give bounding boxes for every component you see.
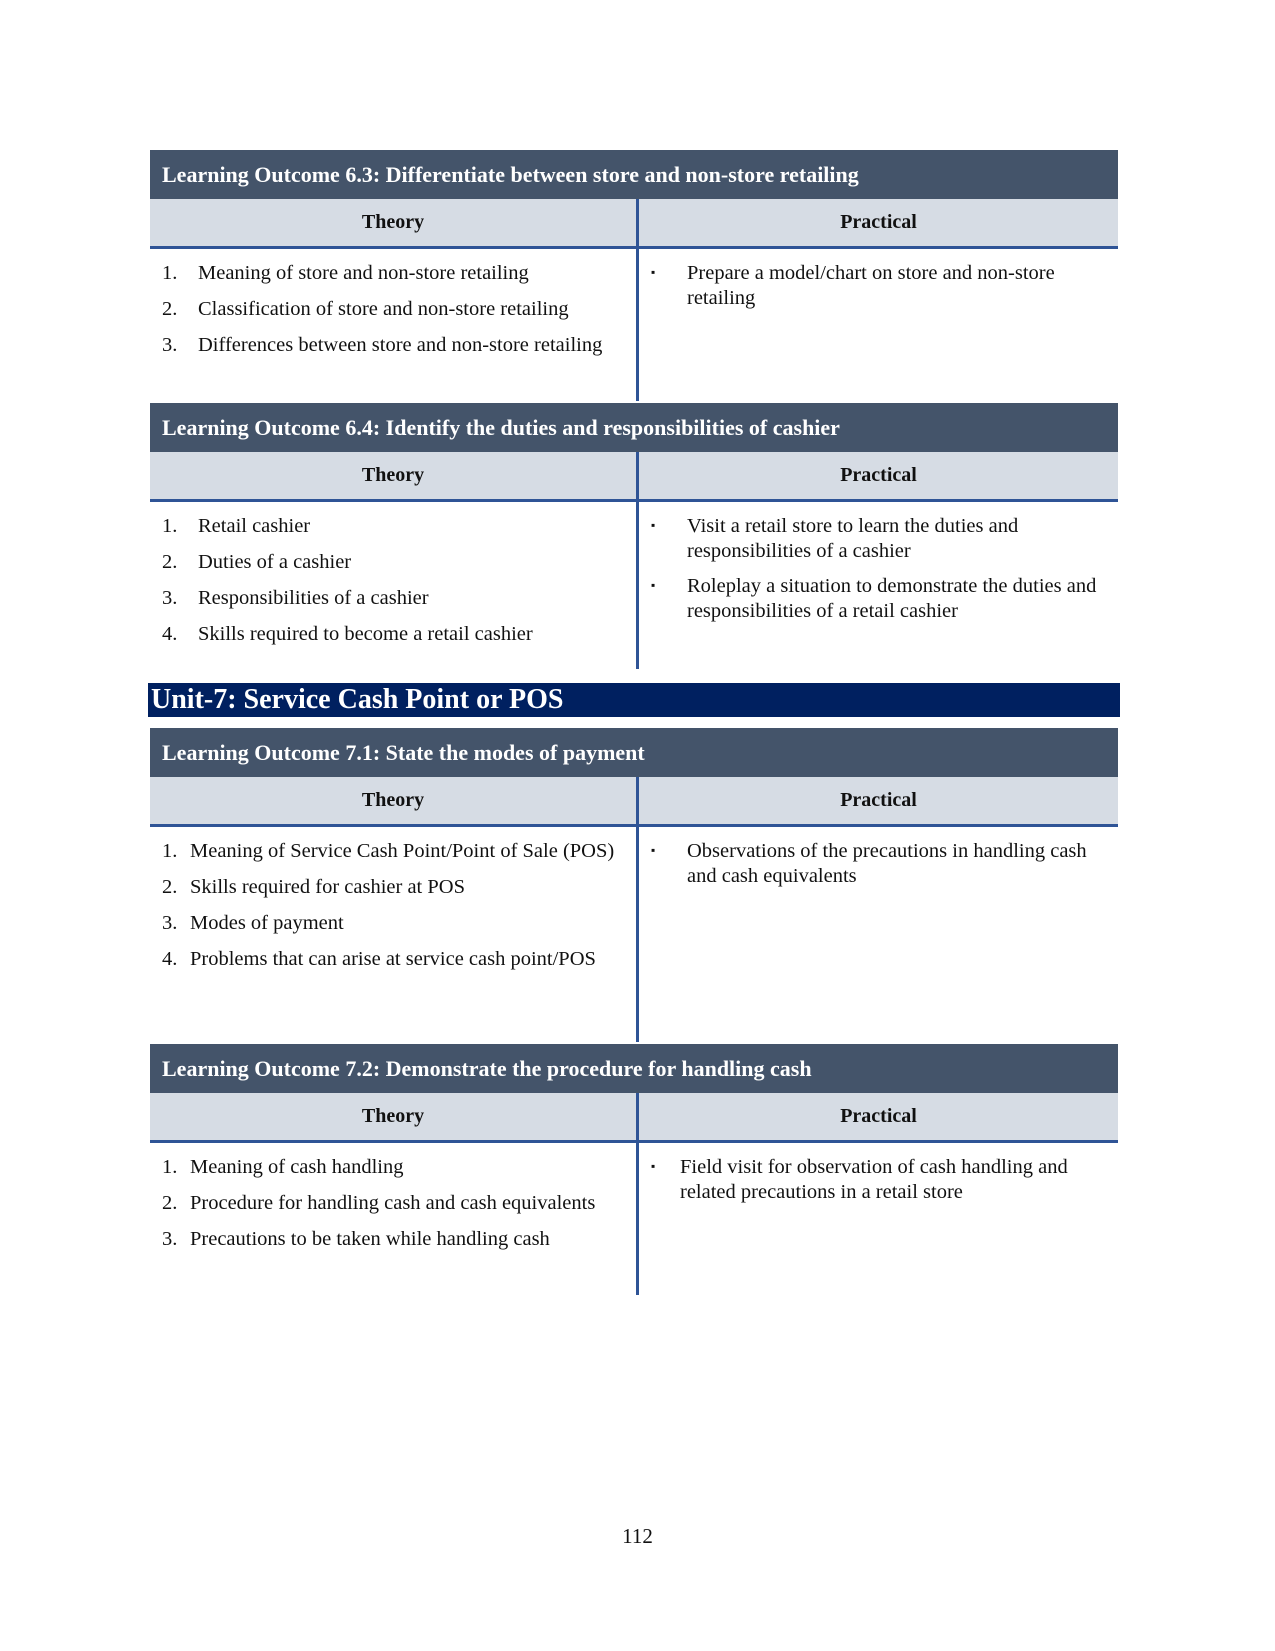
practical-column-header: Practical: [639, 452, 1118, 499]
list-item: [150, 1191, 636, 1216]
square-bullet-icon: ▪: [651, 265, 656, 279]
theory-column-header: Theory: [150, 199, 639, 246]
list-text: Classification of store and non-store retailing: [198, 298, 569, 320]
list-number: 2.: [162, 551, 178, 573]
learning-outcome-title: Learning Outcome 7.1: State the modes of payment: [150, 728, 1118, 777]
column-header-row: [150, 199, 1118, 249]
list-text: Duties of a cashier: [198, 551, 352, 573]
square-bullet-icon: ▪: [651, 518, 656, 532]
list-item: [639, 574, 1118, 624]
list-text: Retail cashier: [198, 515, 311, 537]
list-item: [150, 550, 636, 575]
list-number: 2.: [162, 298, 178, 320]
list-number: 1.: [162, 1156, 178, 1178]
page-number: 112: [622, 1524, 653, 1548]
practical-column-header: Practical: [639, 1093, 1118, 1140]
list-text: Skills required to become a retail cashier: [198, 623, 533, 645]
column-header-row: [150, 1093, 1118, 1143]
theory-column-header: Theory: [150, 452, 639, 499]
content-row: [150, 1143, 1118, 1295]
theory-list: [150, 502, 639, 669]
list-number: 3.: [162, 1228, 178, 1250]
square-bullet-icon: ▪: [651, 578, 656, 592]
list-number: 1.: [162, 840, 178, 862]
column-header-row: [150, 452, 1118, 502]
theory-list: [150, 1143, 639, 1295]
list-item: [639, 1155, 1118, 1205]
list-item: [150, 333, 636, 358]
list-number: 2.: [162, 876, 178, 898]
list-item: [150, 514, 636, 539]
list-text: Responsibilities of a cashier: [198, 587, 429, 609]
learning-outcome-6-3-table: [150, 150, 1118, 401]
list-number: 3.: [162, 912, 178, 934]
content-row: [150, 502, 1118, 669]
list-item: [150, 1227, 636, 1252]
practical-list: [639, 1143, 1118, 1295]
list-text: Meaning of store and non-store retailing: [198, 262, 529, 284]
list-number: 1.: [162, 515, 178, 537]
list-item: [639, 261, 1118, 311]
list-number: 3.: [162, 587, 178, 609]
content-row: [150, 827, 1118, 1042]
content-row: [150, 249, 1118, 401]
theory-list: [150, 249, 639, 401]
list-text: Meaning of cash handling: [190, 1156, 404, 1178]
theory-column-header: Theory: [150, 777, 639, 824]
practical-column-header: Practical: [639, 199, 1118, 246]
list-text: Roleplay a situation to demonstrate the duties and responsibilities of a retail cashier: [687, 575, 1097, 622]
list-text: Problems that can arise at service cash point/POS: [190, 948, 596, 970]
list-number: 4.: [162, 948, 178, 970]
list-text: Prepare a model/chart on store and non-store retailing: [687, 262, 1055, 309]
learning-outcome-7-1-table: [150, 728, 1118, 1042]
list-text: Visit a retail store to learn the duties and responsibilities of a cashier: [687, 515, 1019, 562]
practical-list: [639, 249, 1118, 401]
list-text: Skills required for cashier at POS: [190, 876, 465, 898]
learning-outcome-title: Learning Outcome 6.3: Differentiate between store and non-store retailing: [150, 150, 1118, 199]
list-number: 1.: [162, 262, 178, 284]
list-item: [150, 947, 636, 972]
list-text: Precautions to be taken while handling cash: [190, 1228, 550, 1250]
list-text: Observations of the precautions in handling cash and cash equivalents: [687, 840, 1087, 887]
square-bullet-icon: ▪: [651, 1159, 656, 1173]
theory-column-header: Theory: [150, 1093, 639, 1140]
list-text: Modes of payment: [190, 912, 344, 934]
list-item: [150, 1155, 636, 1180]
theory-list: [150, 827, 639, 1042]
learning-outcome-title: Learning Outcome 7.2: Demonstrate the procedure for handling cash: [150, 1044, 1118, 1093]
list-item: [150, 297, 636, 322]
learning-outcome-title: Learning Outcome 6.4: Identify the duties and responsibilities of cashier: [150, 403, 1118, 452]
learning-outcome-7-2-table: [150, 1044, 1118, 1295]
list-text: Procedure for handling cash and cash equivalents: [190, 1192, 596, 1214]
list-number: 3.: [162, 334, 178, 356]
column-header-row: [150, 777, 1118, 827]
list-item: [150, 586, 636, 611]
list-item: [150, 911, 636, 936]
practical-list: [639, 502, 1118, 669]
learning-outcome-6-4-table: [150, 403, 1118, 669]
list-text: Differences between store and non-store retailing: [198, 334, 603, 356]
list-item: [639, 514, 1118, 564]
unit-title-banner: Unit-7: Service Cash Point or POS: [148, 683, 1120, 717]
practical-list: [639, 827, 1118, 1042]
list-number: 4.: [162, 623, 178, 645]
list-item: [150, 622, 636, 647]
list-item: [639, 839, 1118, 889]
square-bullet-icon: ▪: [651, 843, 656, 857]
list-item: [150, 839, 636, 864]
practical-column-header: Practical: [639, 777, 1118, 824]
list-text: Field visit for observation of cash handling and related precautions in a retail store: [680, 1156, 1068, 1203]
list-text: Meaning of Service Cash Point/Point of Sale (POS): [190, 840, 615, 862]
list-item: [150, 875, 636, 900]
list-item: [150, 261, 636, 286]
list-number: 2.: [162, 1192, 178, 1214]
